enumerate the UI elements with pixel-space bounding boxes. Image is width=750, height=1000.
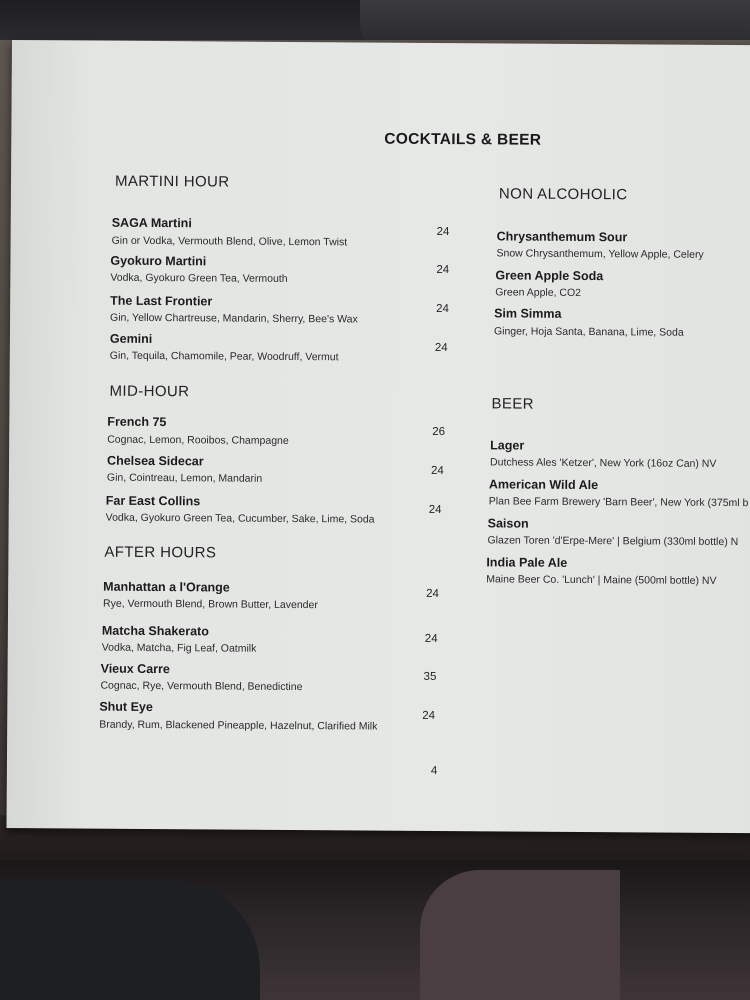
menu-item-name: Gyokuro Martini xyxy=(110,253,207,269)
menu-item-description: Snow Chrysanthemum, Yellow Apple, Celery xyxy=(496,247,704,261)
menu-item-description: Green Apple, CO2 xyxy=(495,286,582,299)
menu-item-description: Gin, Cointreau, Lemon, Mandarin xyxy=(106,471,263,485)
menu-item-name: Manhattan a l'Orange xyxy=(103,579,230,595)
menu-item-description: Brandy, Rum, Blackened Pineapple, Hazelnut, Clarified Milk xyxy=(99,718,378,733)
menu-item-name: Gemini xyxy=(109,331,153,346)
menu-item-description: Ginger, Hoja Santa, Banana, Lime, Soda xyxy=(493,325,684,339)
menu-item-name: Matcha Shakerato xyxy=(101,623,209,639)
menu-item-name: Lager xyxy=(490,438,525,453)
menu-page xyxy=(6,40,750,833)
menu-item-name: Vieux Carre xyxy=(100,661,170,677)
menu-item-price: 24 xyxy=(430,464,444,478)
menu-item-description: Gin or Vodka, Vermouth Blend, Olive, Lemon Twist xyxy=(111,234,348,249)
menu-item-name: Chrysanthemum Sour xyxy=(496,229,628,245)
menu-item-name: Sim Simma xyxy=(494,306,562,321)
menu-item-description: Glazen Toren 'd'Erpe-Mere' | Belgium (330ml bottle) N xyxy=(487,534,739,549)
section-heading-mid-hour: MID-HOUR xyxy=(109,382,190,401)
menu-item-price: 24 xyxy=(436,263,450,277)
menu-item-name: Far East Collins xyxy=(105,493,201,509)
background-chair xyxy=(0,880,260,1000)
menu-item-price: 24 xyxy=(428,503,442,517)
section-heading-non-alcoholic: NON ALCOHOLIC xyxy=(498,185,628,204)
menu-item-name: Shut Eye xyxy=(99,699,153,714)
background-cloth xyxy=(360,0,750,45)
menu-item-price: 24 xyxy=(422,709,436,722)
menu-item-description: Plan Bee Farm Brewery 'Barn Beer', New York (375ml b xyxy=(488,495,749,510)
section-heading-after-hours: AFTER HOURS xyxy=(104,543,217,562)
menu-item-price: 24 xyxy=(426,587,439,600)
menu-item-name: The Last Frontier xyxy=(110,293,213,309)
menu-item-description: Vodka, Gyokuro Green Tea, Vermouth xyxy=(110,271,288,285)
menu-item-description: Gin, Yellow Chartreuse, Mandarin, Sherry, Bee's Wax xyxy=(110,311,358,326)
menu-item-price: 24 xyxy=(424,632,438,645)
menu-item-name: French 75 xyxy=(107,414,167,430)
menu-item-description: Dutchess Ales 'Ketzer', New York (16oz Can) NV xyxy=(490,456,717,470)
menu-item-price: 24 xyxy=(434,341,448,355)
menu-item-price: 26 xyxy=(432,425,446,439)
menu-item-description: Cognac, Rye, Vermouth Blend, Benedictine xyxy=(100,679,303,694)
menu-item-price: 35 xyxy=(423,670,437,683)
menu-item-name: American Wild Ale xyxy=(488,477,599,493)
page-number: 4 xyxy=(430,764,438,777)
menu-item-price: 24 xyxy=(436,225,450,239)
section-heading-martini-hour: MARTINI HOUR xyxy=(114,172,230,191)
menu-item-description: Gin, Tequila, Chamomile, Pear, Woodruff, Vermut xyxy=(109,349,339,364)
menu-item-name: India Pale Ale xyxy=(486,555,568,570)
menu-item-description: Rye, Vermouth Blend, Brown Butter, Lavender xyxy=(103,597,318,612)
menu-item-name: Saison xyxy=(487,516,529,531)
menu-item-name: Chelsea Sidecar xyxy=(107,453,204,469)
menu-item-description: Vodka, Matcha, Fig Leaf, Oatmilk xyxy=(101,641,257,655)
menu-item-name: Green Apple Soda xyxy=(495,268,604,284)
background-object xyxy=(420,870,620,1000)
section-heading-beer: BEER xyxy=(491,395,534,413)
menu-item-name: SAGA Martini xyxy=(111,215,192,231)
menu-item-description: Maine Beer Co. 'Lunch' | Maine (500ml bottle) NV xyxy=(486,573,717,587)
menu-item-description: Vodka, Gyokuro Green Tea, Cucumber, Sake, Lime, Soda xyxy=(105,511,375,526)
menu-item-description: Cognac, Lemon, Rooibos, Champagne xyxy=(107,433,289,447)
menu-item-price: 24 xyxy=(436,302,449,316)
menu-title: COCKTAILS & BEER xyxy=(384,130,542,149)
